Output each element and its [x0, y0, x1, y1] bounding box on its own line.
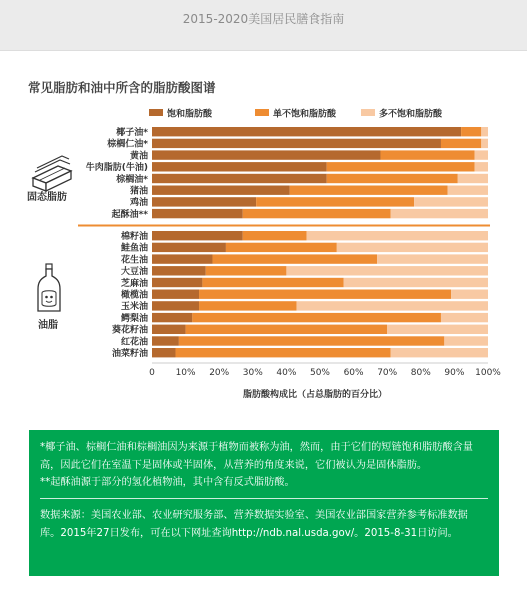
butter-stick-icon [33, 156, 71, 191]
bar-segment [327, 174, 458, 183]
bar-segment [307, 231, 488, 240]
group-label-solid-fats: 固态脂肪 [27, 192, 67, 203]
x-axis-title: 脂肪酸构成比（占总脂肪的百分比） [242, 390, 388, 400]
bar-segment [414, 197, 488, 206]
x-tick-label: 90% [444, 368, 465, 378]
category-label: 葵花籽油 [111, 325, 148, 336]
bar-segment [176, 348, 391, 357]
legend-label: 多不饱和脂肪酸 [379, 109, 443, 120]
legend-label: 单不饱和脂肪酸 [273, 109, 337, 120]
bar-segment [451, 290, 488, 299]
bar-segment [391, 209, 488, 218]
bar-segment [286, 266, 488, 275]
footnote-divider [40, 498, 488, 499]
bar-segment [337, 243, 488, 252]
category-label: 棉籽油 [120, 232, 148, 242]
bar-segment [481, 139, 488, 148]
category-label: 鲑鱼油 [120, 243, 148, 254]
footnote-tropical-oils: *椰子油、棕榈仁油和棕榈油因为来源于植物而被称为油，然而，由于它们的短链饱和脂肪酸含量高，因此它们在室温下是固体或半固体，从营养的角度来说，它们被认为是固体脂肪。 [40, 442, 473, 471]
bar-segment [380, 150, 474, 159]
bar-segment [152, 127, 461, 136]
x-tick-label: 100% [475, 368, 501, 378]
bar-segment [387, 325, 488, 334]
bar-segment [296, 301, 488, 310]
footnote-box [29, 430, 499, 576]
x-tick-label: 10% [175, 368, 196, 378]
data-source-text: 数据来源：美国农业部、农业研究服务部、营养数据实验室、美国农业部国家营养参考标准数据库。2015年27日发布，可在以下网址查询http://ndb.nal.usda.gov/。2015-8-31日访问。 [40, 509, 468, 539]
bar-segment [152, 197, 256, 206]
bar-segment [152, 174, 327, 183]
bar-segment [461, 127, 481, 136]
bar-segment [344, 278, 488, 287]
category-label: 黄油 [129, 151, 148, 162]
group-label-oils: 油脂 [38, 320, 58, 331]
bar-segment [243, 231, 307, 240]
bar-segment [206, 266, 287, 275]
bar-segment [212, 254, 377, 263]
legend-swatch [255, 109, 269, 116]
bar-segment [152, 254, 212, 263]
category-label: 花生油 [120, 255, 148, 266]
bar-segment [391, 348, 488, 357]
bar-segment [179, 336, 444, 345]
x-tick-label: 30% [242, 368, 263, 378]
bar-segment [152, 290, 199, 299]
bar-segment [441, 313, 488, 322]
bar-segment [441, 139, 481, 148]
bar-segment [481, 127, 488, 136]
bar-segment [152, 336, 179, 345]
bar-segment [152, 313, 192, 322]
category-label: 橄榄油 [120, 290, 148, 301]
category-label: 芝麻油 [120, 278, 148, 289]
x-tick-label: 40% [276, 368, 297, 378]
category-label: 红花油 [120, 337, 148, 348]
bar-segment [152, 243, 226, 252]
category-label: 起酥油** [111, 209, 148, 220]
category-label: 椰子油* [116, 128, 148, 138]
bar-segment [256, 197, 414, 206]
category-label: 大豆油 [120, 267, 148, 278]
bar-segment [152, 231, 243, 240]
bar-segment [475, 150, 488, 159]
x-tick-label: 60% [343, 368, 364, 378]
x-tick-label: 20% [209, 368, 230, 378]
bar-segment [152, 139, 441, 148]
bar-segment [152, 266, 206, 275]
bar-segment [186, 325, 388, 334]
category-label: 鸡油 [129, 198, 148, 209]
legend-swatch [361, 109, 375, 116]
bar-segment [152, 348, 176, 357]
category-label: 棕榈仁油* [107, 139, 148, 150]
bar-segment [199, 301, 296, 310]
bar-segment [475, 162, 488, 171]
bar-segment [152, 301, 199, 310]
header-title: 2015-2020美国居民膳食指南 [182, 12, 345, 26]
x-tick-label: 0 [149, 368, 155, 378]
bar-segment [152, 186, 290, 195]
legend-label: 饱和脂肪酸 [167, 109, 213, 120]
bar-segment [192, 313, 441, 322]
bar-segment [152, 278, 202, 287]
category-label: 猪油 [129, 186, 148, 197]
category-label: 鳄梨油 [120, 313, 148, 324]
legend-swatch [149, 109, 163, 116]
bar-segment [243, 209, 391, 218]
oil-bottle-icon [38, 264, 60, 311]
category-label: 牛肉脂肪(牛油) [85, 163, 148, 174]
bar-segment [152, 325, 186, 334]
x-tick-label: 50% [309, 368, 331, 378]
bar-segment [202, 278, 343, 287]
bar-segment [226, 243, 337, 252]
category-label: 玉米油 [120, 302, 148, 313]
category-label: 棕榈油* [116, 174, 148, 185]
bar-segment [458, 174, 488, 183]
bar-segment [152, 209, 243, 218]
bar-segment [377, 254, 488, 263]
bar-segment [327, 162, 475, 171]
bar-segment [152, 162, 327, 171]
footnote-shortening: **起酥油源于部分的氢化植物油，其中含有反式脂肪酸。 [40, 477, 295, 488]
category-label: 油菜籽油 [111, 349, 148, 359]
chart-title: 常见脂肪和油中所含的脂肪酸图谱 [28, 80, 216, 95]
x-tick-label: 80% [410, 368, 431, 378]
bar-segment [448, 186, 488, 195]
x-tick-label: 70% [377, 368, 398, 378]
bar-segment [199, 290, 451, 299]
bar-segment [290, 186, 448, 195]
bar-segment [152, 150, 380, 159]
bar-segment [444, 336, 488, 345]
